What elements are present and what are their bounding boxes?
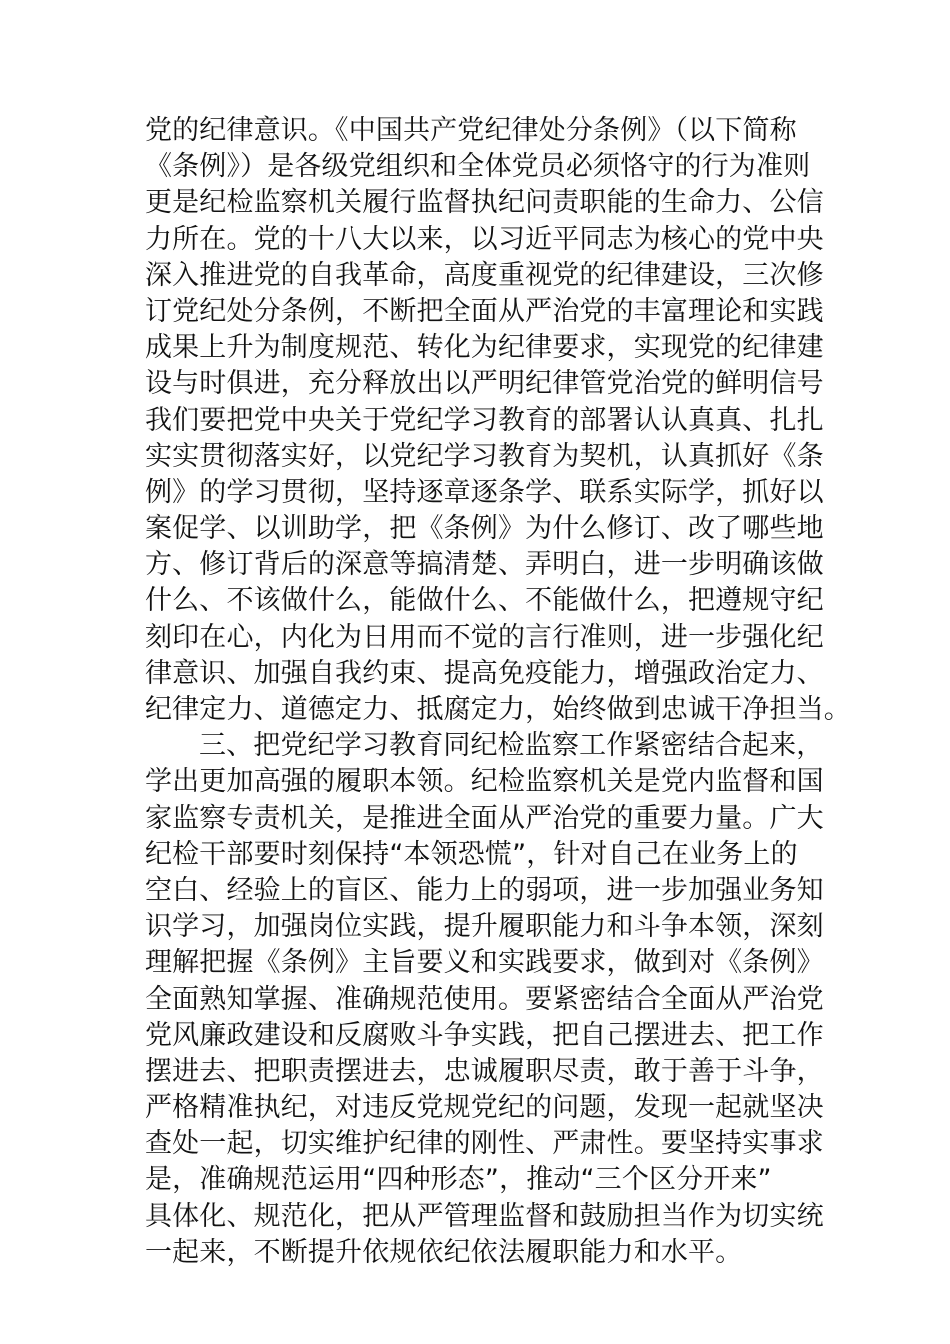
text-line: 识学习，加强岗位实践，提升履职能力和斗争本领，深刻 bbox=[145, 911, 824, 943]
text-line: 案促学、以训助学，把《条例》为什么修订、改了哪些地 bbox=[145, 513, 824, 545]
text-line: 是，准确规范运用“四种形态”，推动“三个区分开来” bbox=[145, 1164, 772, 1196]
text-line: 我们要把党中央关于党纪学习教育的部署认认真真、扎扎 bbox=[145, 404, 824, 436]
text-line: 家监察专责机关，是推进全面从严治党的重要力量。广大 bbox=[145, 802, 824, 834]
text-line: 例》的学习贯彻，坚持逐章逐条学、联系实际学，抓好以 bbox=[145, 476, 824, 508]
text-line: 党风廉政建设和反腐败斗争实践，把自己摆进去、把工作 bbox=[145, 1019, 824, 1051]
text-line: 摆进去、把职责摆进去，忠诚履职尽责，敢于善于斗争， bbox=[145, 1055, 824, 1087]
text-line: 党的纪律意识。《中国共产党纪律处分条例》（以下简称 bbox=[145, 115, 797, 146]
text-line: 全面熟知掌握、准确规范使用。要紧密结合全面从严治党 bbox=[145, 983, 824, 1015]
text-line: 力所在。党的十八大以来，以习近平同志为核心的党中央 bbox=[145, 223, 824, 255]
text-line: 《条例》）是各级党组织和全体党员必须恪守的行为准则 bbox=[145, 151, 811, 183]
text-line: 三、把党纪学习教育同纪检监察工作紧密结合起来， bbox=[199, 730, 824, 762]
paragraph-2 bbox=[145, 728, 824, 1271]
paragraph-1 bbox=[145, 113, 851, 728]
text-line: 理解把握《条例》主旨要义和实践要求，做到对《条例》 bbox=[145, 947, 824, 979]
text-line: 成果上升为制度规范、转化为纪律要求，实现党的纪律建 bbox=[145, 332, 824, 364]
text-line: 深入推进党的自我革命，高度重视党的纪律建设，三次修 bbox=[145, 259, 824, 291]
text-line: 查处一起，切实维护纪律的刚性、严肃性。要坚持实事求 bbox=[145, 1128, 824, 1160]
text-line: 什么、不该做什么，能做什么、不能做什么，把遵规守纪 bbox=[145, 585, 824, 617]
text-line: 具体化、规范化，把从严管理监督和鼓励担当作为切实统 bbox=[145, 1200, 824, 1232]
text-line: 刻印在心，内化为日用而不觉的言行准则，进一步强化纪 bbox=[145, 621, 824, 653]
text-line: 学出更加高强的履职本领。纪检监察机关是党内监督和国 bbox=[145, 766, 824, 798]
text-line: 订党纪处分条例，不断把全面从严治党的丰富理论和实践 bbox=[145, 295, 824, 327]
text-line: 严格精准执纪，对违反党规党纪的问题，发现一起就坚决 bbox=[145, 1092, 824, 1124]
text-line: 纪检干部要时刻保持“本领恐慌”，针对自己在业务上的 bbox=[145, 838, 798, 870]
text-line: 设与时俱进，充分释放出以严明纪律管党治党的鲜明信号 bbox=[145, 368, 824, 400]
document-body bbox=[145, 113, 851, 1271]
text-line: 空白、经验上的盲区、能力上的弱项，进一步加强业务知 bbox=[145, 874, 824, 906]
text-line: 律意识、加强自我约束、提高免疫能力，增强政治定力、 bbox=[145, 657, 824, 689]
text-line: 纪律定力、道德定力、抵腐定力，始终做到忠诚干净担当。 bbox=[145, 694, 851, 725]
text-line: 一起来，不断提升依规依纪依法履职能力和水平。 bbox=[145, 1236, 743, 1268]
text-line: 实实贯彻落实好，以党纪学习教育为契机，认真抓好《条 bbox=[145, 440, 824, 472]
text-line: 更是纪检监察机关履行监督执纪问责职能的生命力、公信 bbox=[145, 187, 824, 219]
text-line: 方、修订背后的深意等搞清楚、弄明白，进一步明确该做 bbox=[145, 549, 824, 581]
